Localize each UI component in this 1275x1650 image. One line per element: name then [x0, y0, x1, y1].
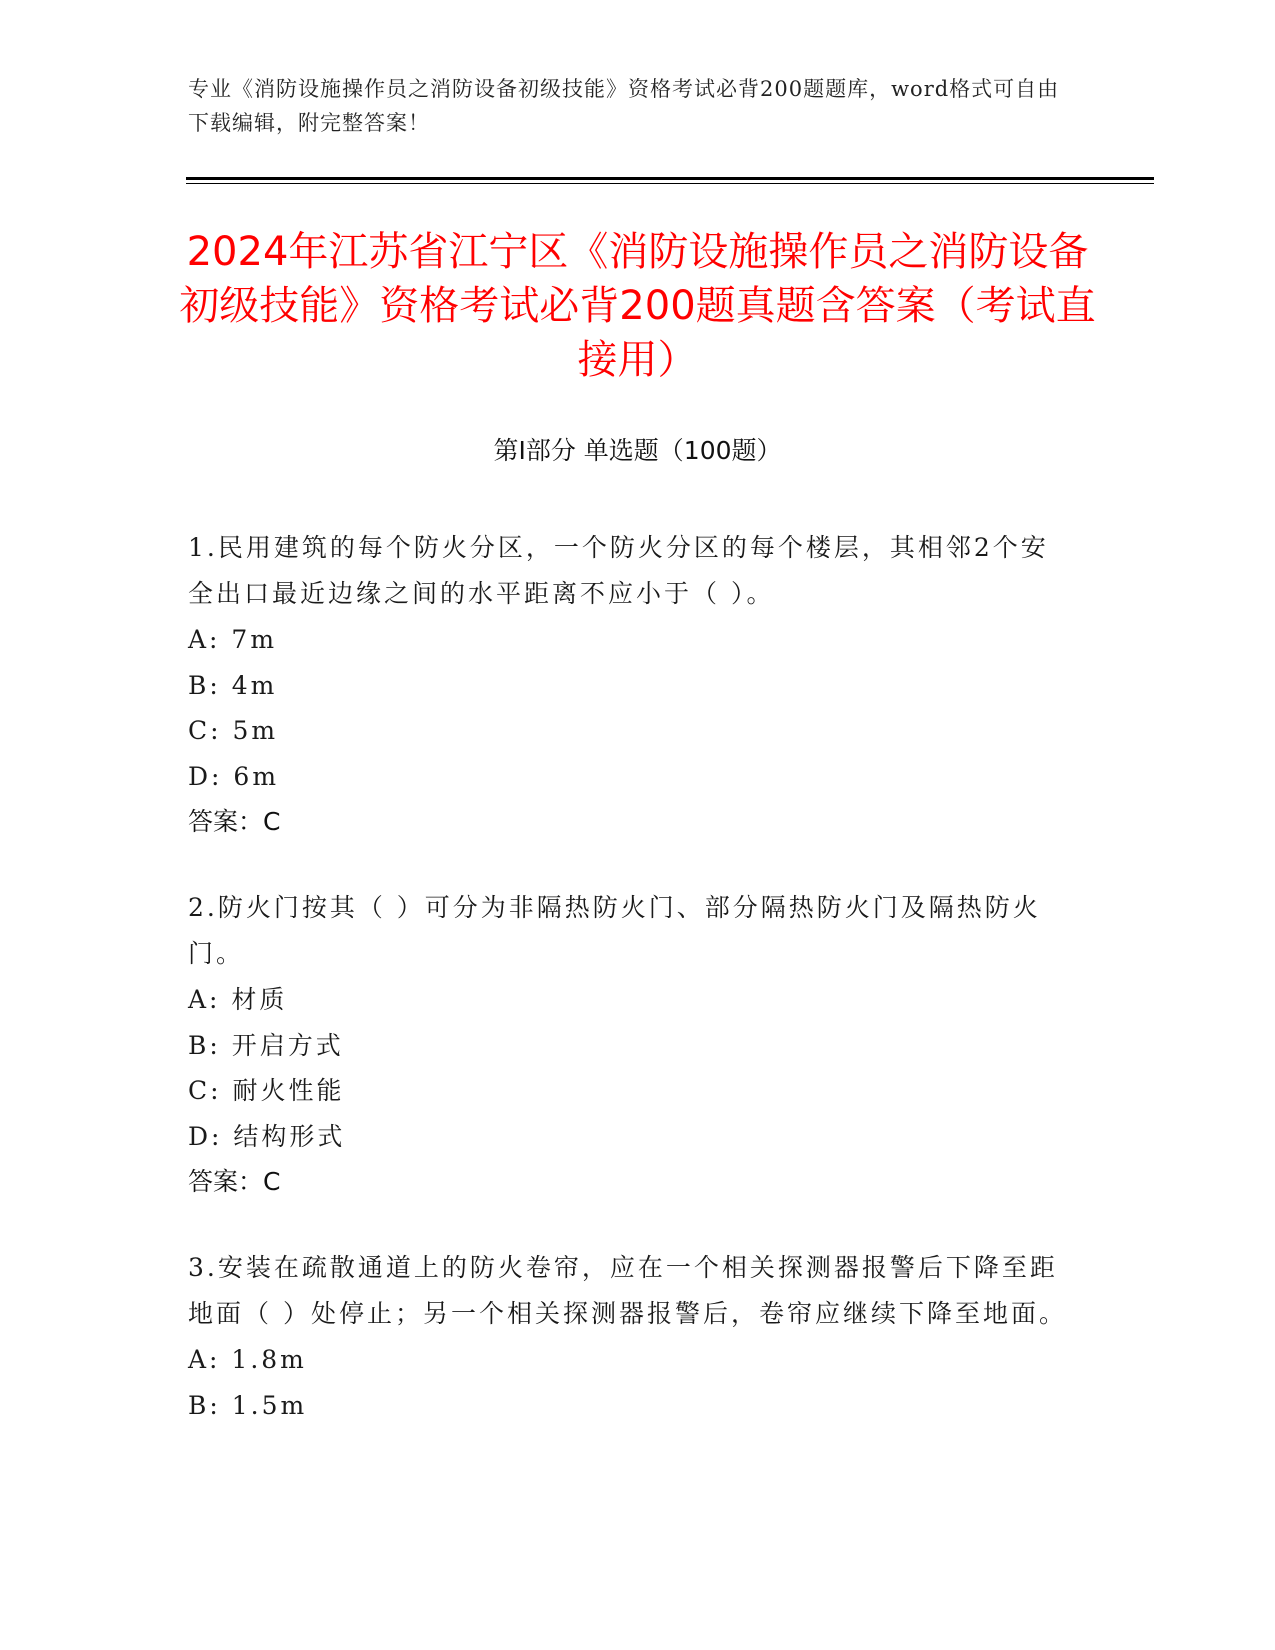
header-note: 专业《消防设施操作员之消防设备初级技能》资格考试必背200题题库，word格式可自由下载编辑，附完整答案！: [188, 77, 1060, 135]
option-d: D: 结构形式: [188, 1121, 346, 1151]
question-2: [188, 885, 1068, 1205]
question-stem: 1.民用建筑的每个防火分区，一个防火分区的每个楼层，其相邻2个安全出口最近边缘之间的水平距离不应小于（ ）。: [188, 533, 1049, 608]
question-stem: 2.防火门按其（ ）可分为非隔热防火门、部分隔热防火门及隔热防火门。: [188, 893, 1041, 968]
option-b: B: 4m: [188, 670, 278, 700]
document-title: 2024年江苏省江宁区《消防设施操作员之消防设备初级技能》资格考试必背200题真题含答案（考试直接用）: [179, 229, 1096, 383]
section-title: 第Ⅰ部分 单选题（100题）: [493, 436, 782, 465]
option-d: D: 6m: [188, 761, 280, 791]
option-a: A: 1.8m: [188, 1345, 307, 1374]
option-b: B: 1.5m: [188, 1390, 308, 1420]
answer-line: 答案：C: [188, 1167, 281, 1196]
option-c: C: 5m: [188, 716, 279, 745]
answer-line: 答案：C: [188, 807, 281, 836]
question-1: [188, 525, 1068, 845]
option-a: A: 7m: [188, 625, 278, 654]
option-c: C: 耐火性能: [188, 1076, 345, 1105]
option-a: A: 材质: [188, 985, 288, 1014]
question-3: [188, 1245, 1068, 1428]
header-rule-thick: [186, 177, 1154, 180]
option-b: B: 开启方式: [188, 1030, 344, 1060]
question-stem: 3.安装在疏散通道上的防火卷帘，应在一个相关探测器报警后下降至距地面（ ）处停止；另一个相关探测器报警后，卷帘应继续下降至地面。: [188, 1253, 1067, 1328]
header-rule-thin: [186, 183, 1154, 184]
